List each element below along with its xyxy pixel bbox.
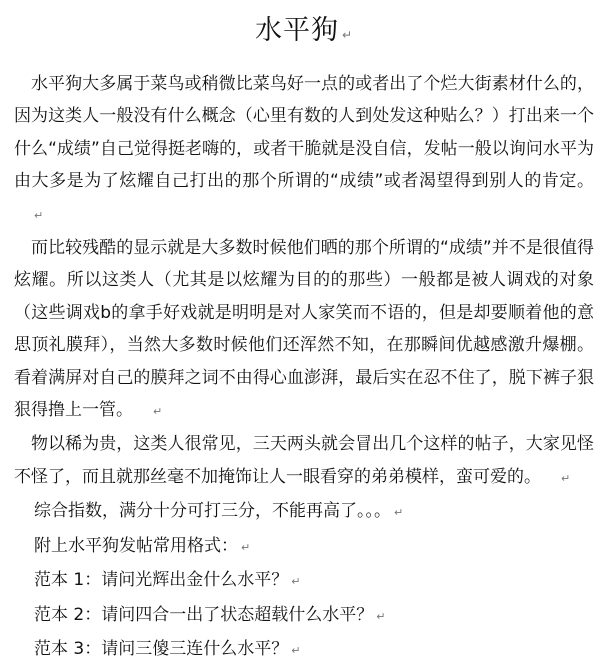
paragraph-mark-icon: ↵ xyxy=(153,405,163,419)
paragraph-intro xyxy=(14,68,594,232)
line-text: 范本 1：请问光辉出金什么水平？ xyxy=(34,570,289,591)
paragraph-mark-icon: ↵ xyxy=(394,506,404,520)
paragraph-text: 物以稀为贵，这类人很常见，三天两头就会冒出几个这样的帖子，大家见怪不怪了，而且就那丝毫不加掩饰让人一眼看穿的弟弟模样，蛮可爱的。 xyxy=(14,434,594,487)
paragraph-mark-icon: ↵ xyxy=(376,609,386,623)
line-template-3 xyxy=(14,633,594,667)
line-template-2 xyxy=(14,599,594,633)
paragraph-common xyxy=(14,428,594,495)
line-text: 范本 3：请问三傻三连什么水平？ xyxy=(34,638,289,659)
paragraph-mark-icon: ↵ xyxy=(341,28,354,42)
paragraph-mark-icon: ↵ xyxy=(561,471,571,485)
document-title xyxy=(14,14,594,52)
paragraph-mark-icon: ↵ xyxy=(241,540,251,554)
line-template-1 xyxy=(14,564,594,598)
line-text: 综合指数，满分十分可打三分，不能再高了。。。 xyxy=(34,501,391,522)
paragraph-mark-icon: ↵ xyxy=(291,575,301,589)
paragraph-reality xyxy=(14,232,594,428)
paragraph-mark-icon: ↵ xyxy=(291,643,301,657)
paragraph-mark-icon: ↵ xyxy=(34,208,44,222)
line-rating xyxy=(14,495,594,529)
line-text: 范本 2：请问四合一出了状态超载什么水平？ xyxy=(34,604,374,625)
paragraph-text: 而比较残酷的显示就是大多数时候他们晒的那个所谓的“成绩”并不是很值得炫耀。所以这类人（尤其是以炫耀为目的的那些）一般都是被人调戏的对象（这些调戏b的拿手好戏就是明明是对人家笑而不语的，但是却要顺着他的意思顶礼膜拜），当然大多数时候他们还浑然不知，在那瞬间优越感激升爆棚。看着满屏对自己的膜拜之词不由得心血澎湃，最后实在忍不住了，脱下裤子狠狠得撸上一管。 xyxy=(14,238,594,421)
paragraph-text: 水平狗大多属于菜鸟或稍微比菜鸟好一点的或者出了个烂大街素材什么的，因为这类人一般没有什么概念（心里有数的人到处发这种贴么？）打出来一个什么“成绩”自己觉得挺老嗨的，或者干脆就是没自信，发帖一般以询问水平为由大多是为了炫耀自己打出的那个所谓的“成绩”或者渴望得到别人的肯定。 xyxy=(14,74,594,192)
line-format-intro xyxy=(14,530,594,564)
document-title-text: 水平狗 xyxy=(254,15,339,46)
line-text: 附上水平狗发帖常用格式： xyxy=(34,535,238,556)
